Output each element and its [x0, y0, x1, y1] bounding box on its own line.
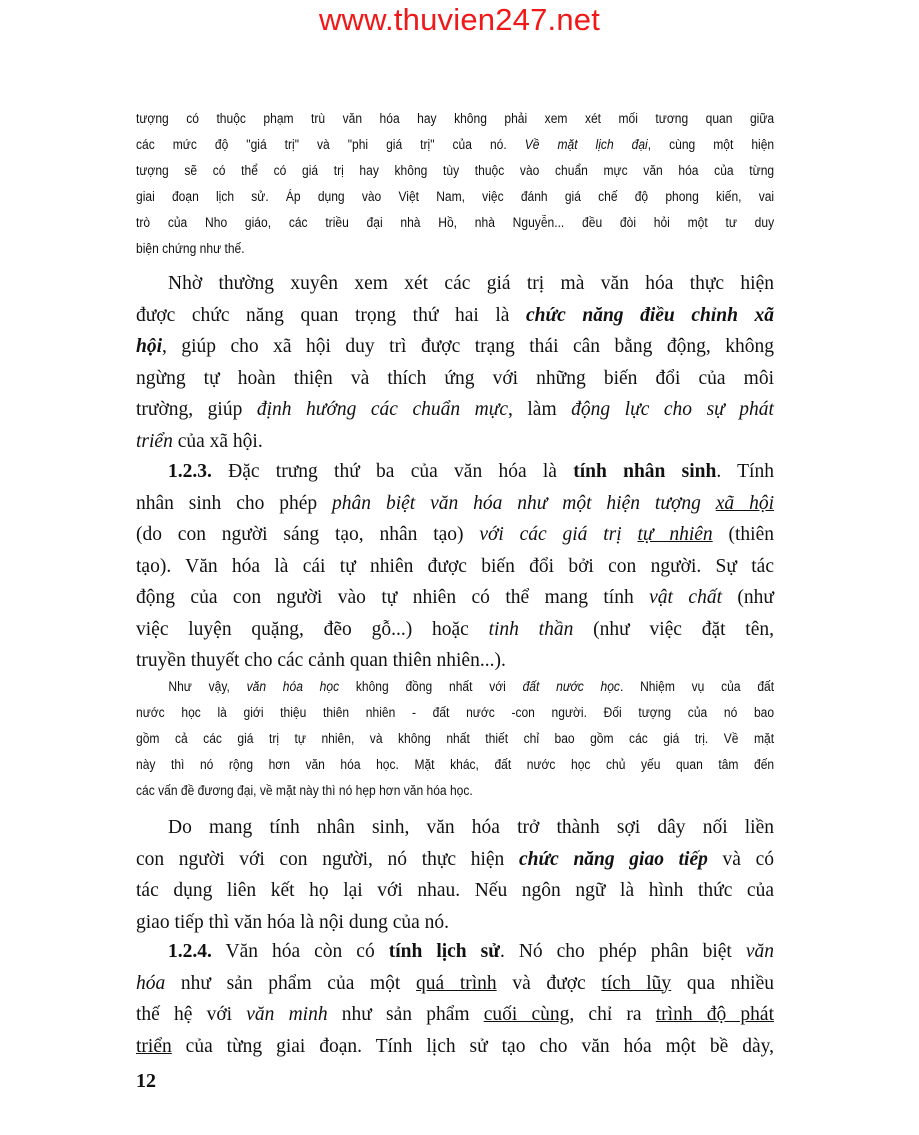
text-line: Do mang tính nhân sinh, văn hóa trở thành sợi dây nối liền — [168, 817, 774, 838]
text-line: này thì nó rộng hơn văn hóa học. Mặt khác, đất nước học chủ yếu quan tâm đến — [136, 757, 775, 772]
text-line: Như vậy, văn hóa học không đồng nhất với đất nước học. Nhiệm vụ của đất — [168, 679, 775, 694]
text-line: 1.2.4. Văn hóa còn có tính lịch sử. Nó cho phép phân biệt văn — [168, 941, 775, 962]
text-line: hội, giúp cho xã hội duy trì được trạng thái cân bằng động, không — [136, 336, 774, 357]
text-line: nước học là giới thiệu thiên nhiên - đất nước -con người. Đối tượng của nó bao — [136, 705, 775, 720]
text-line: tượng có thuộc phạm trù văn hóa hay không phải xem xét mối tương quan giữa — [136, 111, 775, 126]
text-line: động của con người vào tự nhiên có thể mang tính vật chất (như — [136, 587, 774, 608]
text-line: tác dụng liên kết họ lại với nhau. Nếu ngôn ngữ là hình thức của — [136, 880, 774, 901]
text-line: Nhờ thường xuyên xem xét các giá trị mà văn hóa thực hiện — [168, 273, 774, 294]
watermark: www.thuvien247.net — [318, 2, 601, 37]
text-line: (do con người sáng tạo, nhân tạo) với các giá trị tự nhiên (thiên — [136, 524, 774, 545]
text-line: truyền thuyết cho các cảnh quan thiên nhiên...). — [136, 650, 506, 671]
text-line: các mức độ "giá trị" và "phi giá trị" của nó. Về mặt lịch đại, cùng một hiện — [136, 137, 775, 152]
text-line: tạo). Văn hóa là cái tự nhiên được biến đổi bởi con người. Sự tác — [136, 555, 774, 577]
section-number: 1.2.3. — [168, 461, 212, 482]
text-line: giao tiếp thì văn hóa là nội dung của nó. — [136, 911, 450, 933]
text-line: việc luyện quặng, đẽo gỗ...) hoặc tinh thần (như việc đặt tên, — [136, 618, 774, 640]
text-line: được chức năng quan trọng thứ hai là chức năng điều chỉnh xã — [136, 304, 774, 326]
text-line: thế hệ với văn minh như sản phẩm cuối cùng, chỉ ra trình độ phát — [136, 1004, 775, 1025]
paragraph-2 — [136, 268, 774, 457]
text-line: các vấn đề đương đại, về mặt này thì nó hẹp hơn văn hóa học. — [136, 783, 473, 798]
text-line: trò của Nho giáo, các triều đại nhà Hồ, nhà Nguyễn... đều đòi hỏi một tư duy — [136, 215, 775, 230]
paragraph-4 — [136, 674, 774, 804]
text-line: nhân sinh cho phép phân biệt văn hóa như một hiện tượng xã hội — [136, 492, 774, 514]
paragraph-1 — [136, 106, 774, 262]
text-line: triển của từng giai đoạn. Tính lịch sử tạo cho văn hóa một bề dày, — [136, 1035, 774, 1057]
text-line: gồm cả các giá trị tự nhiên, và không nhất thiết chỉ bao gồm các giá trị. Về mặt — [136, 731, 775, 746]
text-line: triển của xã hội. — [136, 430, 263, 452]
text-line: biện chứng như thế. — [136, 241, 245, 256]
text-line: hóa như sản phẩm của một quá trình và được tích lũy qua nhiều — [136, 972, 774, 994]
text-line: trường, giúp định hướng các chuẩn mực, làm động lực cho sự phát — [136, 399, 774, 420]
section-number: 1.2.4. — [168, 941, 212, 962]
text-line: 1.2.3. Đặc trưng thứ ba của văn hóa là tính nhân sinh. Tính — [168, 461, 774, 482]
page-number: 12 — [136, 1070, 156, 1092]
text-line: ngừng tự hoàn thiện và thích ứng với những biến đổi của môi — [136, 367, 774, 389]
text-line: giai đoạn lịch sử. Áp dụng vào Việt Nam, việc đánh giá chế độ phong kiến, vai — [136, 189, 775, 204]
paragraph-6 — [136, 936, 774, 1062]
text-line: con người với con người, nó thực hiện chức năng giao tiếp và có — [136, 848, 774, 870]
paragraph-5 — [136, 812, 774, 938]
paragraph-3 — [136, 456, 774, 677]
text-line: tượng sẽ có thể có giá trị hay không tùy thuộc vào chuẩn mực văn hóa của từng — [136, 163, 775, 178]
